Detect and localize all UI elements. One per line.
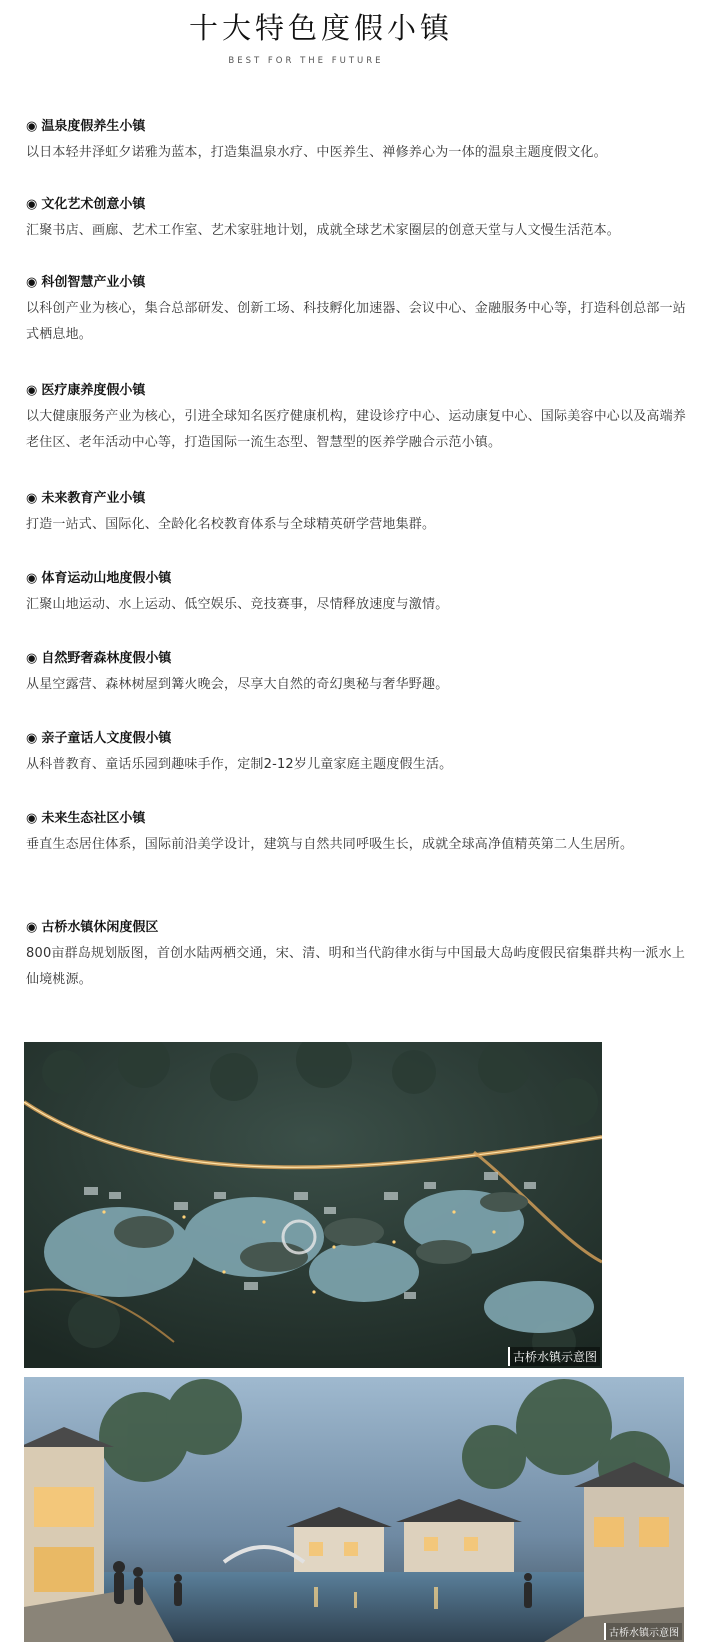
section-heading: 医疗康养度假小镇: [41, 383, 146, 398]
town-section-hot-spring: [26, 116, 694, 166]
section-heading: 自然野奢森林度假小镇: [41, 651, 172, 666]
section-heading: 未来生态社区小镇: [41, 811, 146, 826]
aerial-illustration: [24, 1042, 602, 1368]
section-body: 以大健康服务产业为核心，引进全球知名医疗健康机构，建设诊疗中心、运动康复中心、国际美容中心以及高端养老住区、老年活动中心等，打造国际一流生态型、智慧型的医养学融合示范小镇。: [26, 409, 687, 450]
town-section-art: [26, 194, 694, 244]
page-title: 十大特色度假小镇: [188, 11, 453, 45]
town-section-family: [26, 728, 694, 778]
section-body: 从星空露营、森林树屋到篝火晚会，尽享大自然的奇幻奥秘与奢华野趣。: [26, 677, 449, 692]
bullet-icon: ◉: [26, 197, 38, 212]
section-body: 汇聚书店、画廊、艺术工作室、艺术家驻地计划，成就全球艺术家圈层的创意天堂与人文慢生活范本。: [26, 223, 621, 238]
section-heading: 亲子童话人文度假小镇: [41, 731, 172, 746]
town-section-water-town: [26, 917, 694, 993]
town-section-forest: [26, 648, 694, 698]
bullet-icon: ◉: [26, 731, 38, 746]
bullet-icon: ◉: [26, 383, 38, 398]
section-body: 800亩群岛规划版图，首创水陆两栖交通，宋、清、明和当代韵律水街与中国最大岛屿度假民宿集群共构一派水上仙境桃源。: [26, 946, 686, 987]
section-heading: 古桥水镇休闲度假区: [41, 920, 159, 935]
street-illustration: [24, 1377, 684, 1642]
bullet-icon: ◉: [26, 811, 38, 826]
street-caption: 古桥水镇示意图: [604, 1623, 682, 1640]
page-subtitle: BEST FOR THE FUTURE: [228, 56, 384, 66]
town-section-tech: [26, 272, 694, 348]
town-section-medical: [26, 380, 694, 456]
aerial-caption: 古桥水镇示意图: [508, 1347, 600, 1366]
bullet-icon: ◉: [26, 571, 38, 586]
section-heading: 未来教育产业小镇: [41, 491, 146, 506]
town-section-eco: [26, 808, 694, 858]
section-body: 汇聚山地运动、水上运动、低空娱乐、竞技赛事，尽情释放速度与激情。: [26, 597, 449, 612]
bullet-icon: ◉: [26, 491, 38, 506]
bullet-icon: ◉: [26, 119, 38, 134]
section-body: 垂直生态居住体系，国际前沿美学设计，建筑与自然共同呼吸生长，成就全球高净值精英第二人生居所。: [26, 837, 634, 852]
section-heading: 温泉度假养生小镇: [41, 119, 146, 134]
bullet-icon: ◉: [26, 275, 38, 290]
section-body: 以日本轻井泽虹夕诺雅为蓝本，打造集温泉水疗、中医养生、禅修养心为一体的温泉主题度假文化。: [26, 145, 607, 160]
section-body: 以科创产业为核心，集合总部研发、创新工场、科技孵化加速器、会议中心、金融服务中心等，打造科创总部一站式栖息地。: [26, 301, 687, 342]
section-heading: 文化艺术创意小镇: [41, 197, 146, 212]
section-body: 从科普教育、童话乐园到趣味手作，定制2-12岁儿童家庭主题度假生活。: [26, 757, 453, 772]
aerial-rendering-image: [24, 1042, 602, 1368]
bullet-icon: ◉: [26, 651, 38, 666]
bullet-icon: ◉: [26, 920, 38, 935]
town-section-education: [26, 488, 694, 538]
section-heading: 体育运动山地度假小镇: [41, 571, 172, 586]
street-rendering-image: [24, 1377, 684, 1642]
town-section-sports: [26, 568, 694, 618]
section-heading: 科创智慧产业小镇: [41, 275, 146, 290]
section-body: 打造一站式、国际化、全龄化名校教育体系与全球精英研学营地集群。: [26, 517, 436, 532]
